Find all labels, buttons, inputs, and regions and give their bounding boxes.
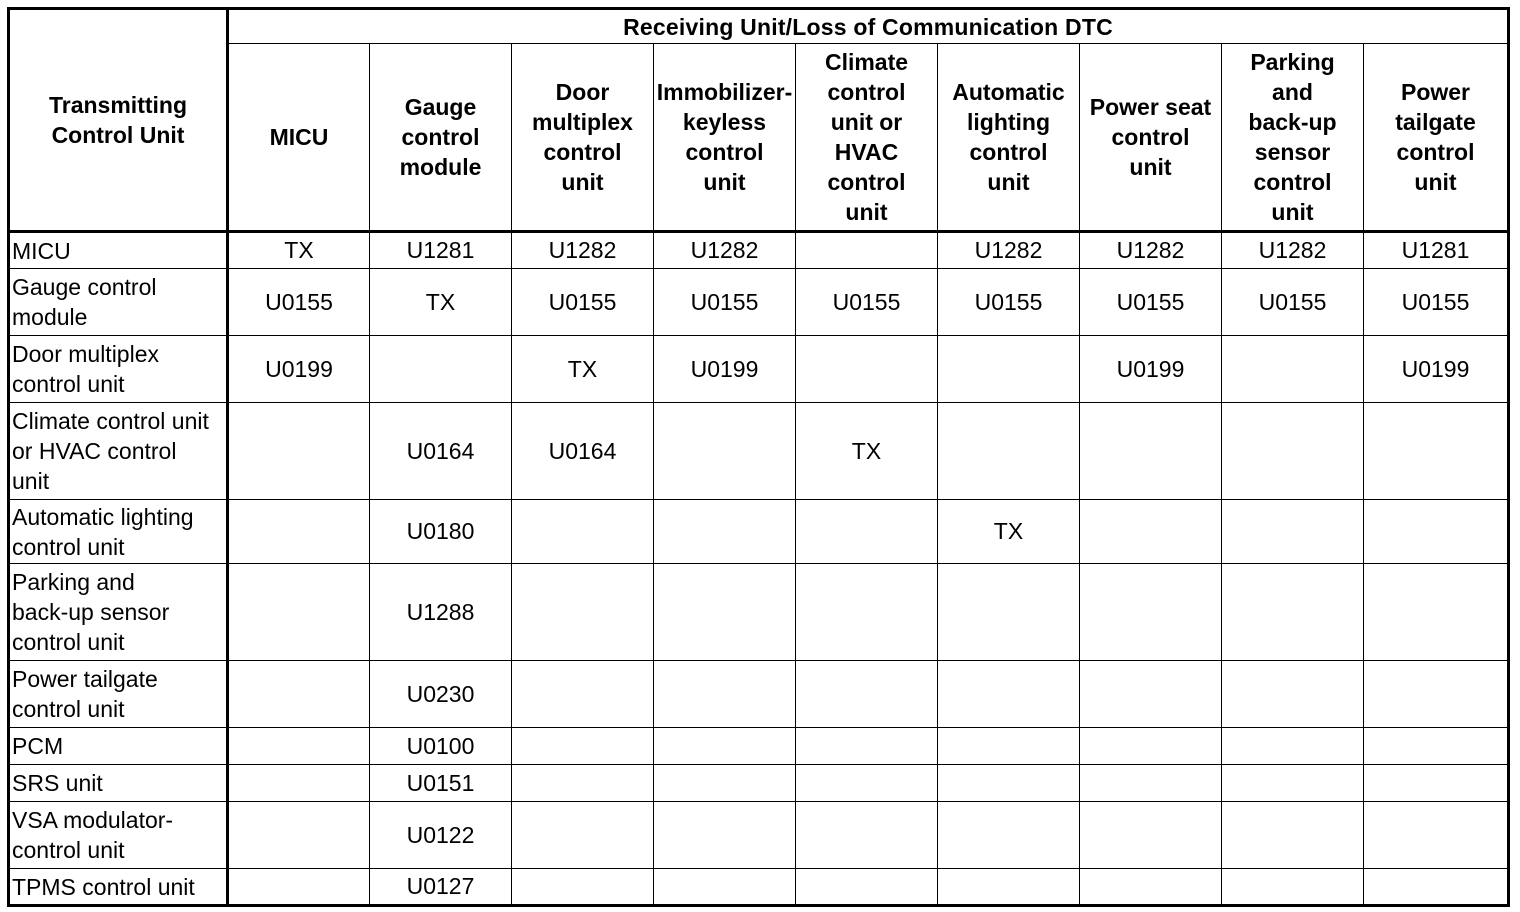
dtc-cell	[796, 765, 938, 802]
row-label: Door multiplex control unit	[9, 336, 228, 403]
dtc-cell	[1080, 765, 1222, 802]
dtc-cell	[938, 802, 1080, 869]
dtc-cell	[654, 403, 796, 500]
dtc-cell	[1222, 336, 1364, 403]
column-header: Immobilizer- keyless control unit	[654, 44, 796, 232]
column-header: MICU	[228, 44, 370, 232]
row-label: MICU	[9, 232, 228, 269]
dtc-cell: U0127	[370, 869, 512, 906]
dtc-cell	[1364, 564, 1509, 661]
column-header: Power tailgate control unit	[1364, 44, 1509, 232]
dtc-cell	[228, 728, 370, 765]
dtc-cell: U0155	[1222, 269, 1364, 336]
row-label: Gauge control module	[9, 269, 228, 336]
dtc-cell	[938, 336, 1080, 403]
dtc-cell	[1364, 869, 1509, 906]
dtc-cell: TX	[796, 403, 938, 500]
dtc-cell	[796, 802, 938, 869]
dtc-cell	[1080, 728, 1222, 765]
dtc-cell	[512, 728, 654, 765]
table-body	[9, 232, 1509, 906]
dtc-cell: U1282	[938, 232, 1080, 269]
dtc-cell	[1080, 661, 1222, 728]
column-header: Power seat control unit	[1080, 44, 1222, 232]
dtc-cell	[512, 765, 654, 802]
dtc-cell	[228, 500, 370, 564]
dtc-cell: U1282	[654, 232, 796, 269]
dtc-table	[7, 7, 1510, 907]
dtc-cell	[228, 403, 370, 500]
table-row	[9, 336, 1509, 403]
dtc-cell	[1222, 403, 1364, 500]
dtc-cell	[228, 802, 370, 869]
dtc-cell	[228, 661, 370, 728]
dtc-cell	[1364, 403, 1509, 500]
table-row	[9, 403, 1509, 500]
dtc-cell: U0155	[654, 269, 796, 336]
receiving-unit-header: Receiving Unit/Loss of Communication DTC	[228, 9, 1509, 44]
dtc-cell	[938, 403, 1080, 500]
dtc-cell	[1364, 728, 1509, 765]
row-label: PCM	[9, 728, 228, 765]
dtc-cell	[228, 765, 370, 802]
row-label: SRS unit	[9, 765, 228, 802]
row-label: Power tailgate control unit	[9, 661, 228, 728]
dtc-cell: U0199	[654, 336, 796, 403]
dtc-cell: U1281	[1364, 232, 1509, 269]
dtc-cell	[1222, 500, 1364, 564]
dtc-cell: U0151	[370, 765, 512, 802]
dtc-cell	[1222, 765, 1364, 802]
dtc-cell	[796, 564, 938, 661]
dtc-cell: U0199	[1364, 336, 1509, 403]
dtc-cell	[512, 661, 654, 728]
dtc-cell	[796, 869, 938, 906]
table-row	[9, 269, 1509, 336]
dtc-cell	[228, 869, 370, 906]
dtc-cell: U0180	[370, 500, 512, 564]
table-row	[9, 661, 1509, 728]
column-header: Gauge control module	[370, 44, 512, 232]
table-row	[9, 232, 1509, 269]
dtc-cell	[796, 728, 938, 765]
dtc-cell	[796, 336, 938, 403]
dtc-cell	[938, 869, 1080, 906]
dtc-cell	[370, 336, 512, 403]
dtc-cell	[512, 869, 654, 906]
dtc-cell	[654, 728, 796, 765]
row-label: TPMS control unit	[9, 869, 228, 906]
dtc-cell: TX	[370, 269, 512, 336]
dtc-cell: U0199	[1080, 336, 1222, 403]
dtc-cell	[1364, 802, 1509, 869]
dtc-cell	[228, 564, 370, 661]
transmitting-unit-header: Transmitting Control Unit	[9, 9, 228, 232]
dtc-cell	[938, 765, 1080, 802]
dtc-cell: U0100	[370, 728, 512, 765]
dtc-cell	[654, 802, 796, 869]
group-header-row	[9, 9, 1509, 44]
dtc-cell	[938, 661, 1080, 728]
dtc-cell	[1080, 403, 1222, 500]
dtc-cell: TX	[512, 336, 654, 403]
column-header-row	[9, 44, 1509, 232]
dtc-cell	[796, 661, 938, 728]
dtc-cell: TX	[938, 500, 1080, 564]
dtc-cell	[1364, 765, 1509, 802]
row-label: VSA modulator- control unit	[9, 802, 228, 869]
dtc-cell	[1080, 802, 1222, 869]
dtc-cell: TX	[228, 232, 370, 269]
dtc-cell: U0155	[796, 269, 938, 336]
dtc-cell: U0155	[512, 269, 654, 336]
dtc-cell	[512, 500, 654, 564]
dtc-cell	[938, 564, 1080, 661]
dtc-cell	[1080, 564, 1222, 661]
dtc-cell: U0155	[1364, 269, 1509, 336]
dtc-cell	[1222, 869, 1364, 906]
dtc-cell	[654, 564, 796, 661]
column-header: Climate control unit or HVAC control unit	[796, 44, 938, 232]
dtc-cell	[1222, 728, 1364, 765]
column-header: Parking and back-up sensor control unit	[1222, 44, 1364, 232]
dtc-cell	[796, 232, 938, 269]
dtc-cell	[654, 765, 796, 802]
table-row	[9, 802, 1509, 869]
dtc-cell	[796, 500, 938, 564]
dtc-cell	[512, 802, 654, 869]
dtc-cell	[938, 728, 1080, 765]
dtc-cell	[1222, 564, 1364, 661]
row-label: Parking and back-up sensor control unit	[9, 564, 228, 661]
dtc-cell: U0230	[370, 661, 512, 728]
dtc-cell	[1364, 661, 1509, 728]
table-row	[9, 500, 1509, 564]
table-row	[9, 728, 1509, 765]
dtc-cell: U1282	[512, 232, 654, 269]
table-row	[9, 765, 1509, 802]
dtc-cell	[1222, 661, 1364, 728]
dtc-cell: U0164	[512, 403, 654, 500]
dtc-cell: U0155	[938, 269, 1080, 336]
dtc-cell	[1364, 500, 1509, 564]
dtc-cell	[1222, 802, 1364, 869]
dtc-cell: U0155	[228, 269, 370, 336]
dtc-cell	[654, 500, 796, 564]
dtc-cell	[1080, 500, 1222, 564]
column-header: Door multiplex control unit	[512, 44, 654, 232]
dtc-cell: U0199	[228, 336, 370, 403]
dtc-cell: U0122	[370, 802, 512, 869]
row-label: Automatic lighting control unit	[9, 500, 228, 564]
table-row	[9, 869, 1509, 906]
dtc-cell: U0155	[1080, 269, 1222, 336]
dtc-cell	[512, 564, 654, 661]
dtc-cell: U0164	[370, 403, 512, 500]
dtc-cell: U1288	[370, 564, 512, 661]
row-label: Climate control unit or HVAC control unit	[9, 403, 228, 500]
dtc-cell: U1282	[1222, 232, 1364, 269]
dtc-cell: U1282	[1080, 232, 1222, 269]
column-header: Automatic lighting control unit	[938, 44, 1080, 232]
dtc-cell	[1080, 869, 1222, 906]
dtc-cell	[654, 869, 796, 906]
dtc-cell	[654, 661, 796, 728]
dtc-cell: U1281	[370, 232, 512, 269]
table-row	[9, 564, 1509, 661]
